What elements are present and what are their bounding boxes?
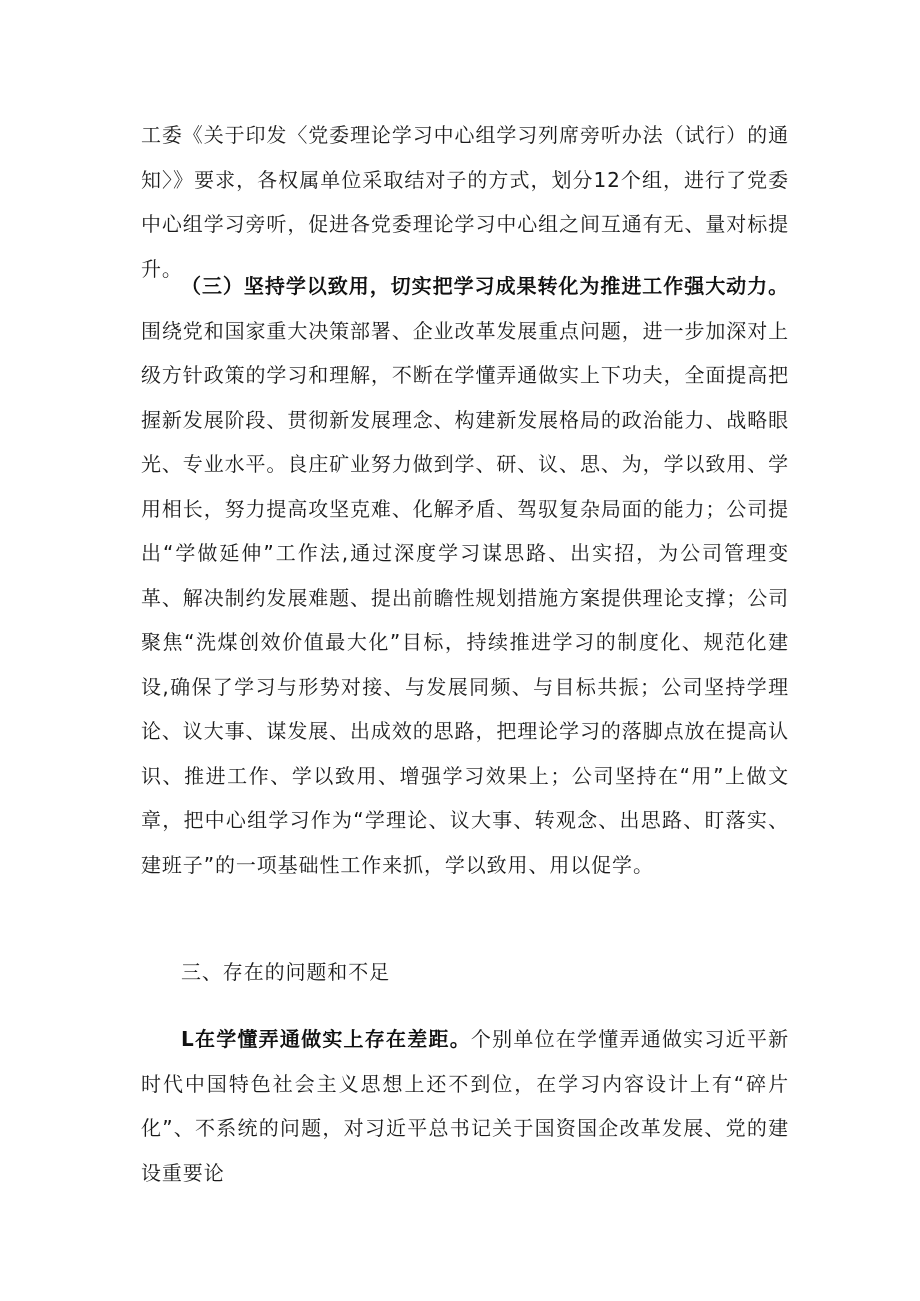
paragraph-1-text: 工委《关于印发〈党委理论学习中心组学习列席旁听办法（试行）的通知〉》要求，各权属单位采取结对子的方式，划分12个组，进行了党委中心组学习旁听，促进各党委理论学习中心组之间互通有无、量对标提升。 <box>141 123 789 281</box>
paragraph-3-text: 个别单位在学懂弄通做实习近平新时代中国特色社会主义思想上还不到位，在学习内容设计上有“碎片化”、不系统的问题，对习近平总书记关于国资国企改革发展、党的建设重要论 <box>141 1027 789 1185</box>
paragraph-3-heading: L在学懂弄通做实上存在差距。 <box>181 1027 471 1051</box>
paragraph-study-application <box>141 264 789 887</box>
section-heading-problems <box>181 950 781 995</box>
paragraph-problem-1 <box>141 1017 789 1195</box>
section-heading-text: 三、存在的问题和不足 <box>181 960 390 984</box>
paragraph-2-heading: （三）坚持学以致用，切实把学习成果转化为推进工作强大动力。 <box>181 274 789 298</box>
paragraph-2-text: 围绕党和国家重大决策部署、企业改革发展重点问题，进一步加深对上级方针政策的学习和理解，不断在学懂弄通做实上下功夫，全面提高把握新发展阶段、贯彻新发展理念、构建新发展格局的政治能力、战略眼光、专业水平。良庄矿业努力做到学、研、议、思、为，学以致用、学用相长，努力提高攻坚克难、化解矛盾、驾驭复杂局面的能力；公司提出“学做延伸”工作法,通过深度学习谋思路、出实招，为公司管理变革、解决制约发展难题、提出前瞻性规划措施方案提供理论支撑；公司聚焦“洗煤创效价值最大化”目标，持续推进学习的制度化、规范化建设,确保了学习与形势对接、与发展同频、与目标共振；公司坚持学理论、议大事、谋发展、出成效的思路，把理论学习的落脚点放在提高认识、推进工作、学以致用、增强学习效果上；公司坚持在“用”上做文章，把中心组学习作为“学理论、议大事、转观念、出思路、盯落实、建班子”的一项基础性工作来抓，学以致用、用以促学。 <box>141 318 789 877</box>
